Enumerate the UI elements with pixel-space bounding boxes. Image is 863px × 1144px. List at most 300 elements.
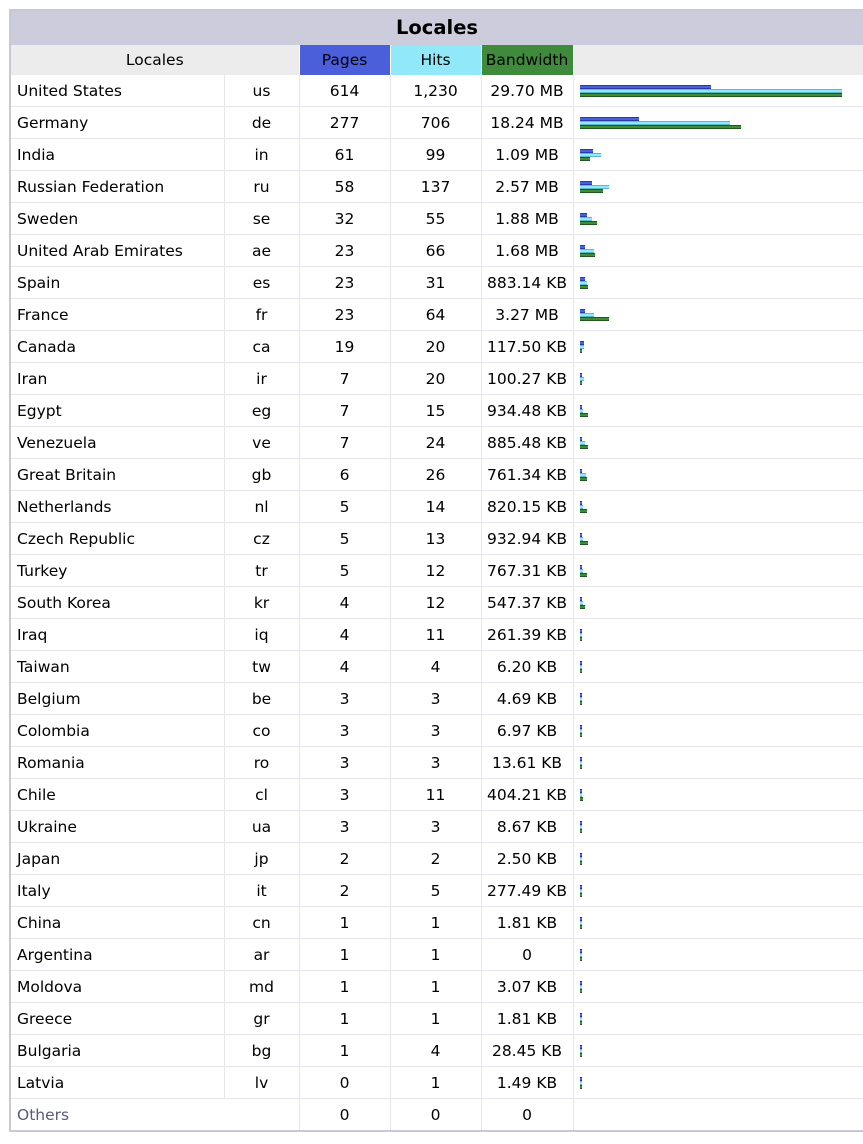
country-name: Turkey	[11, 555, 224, 587]
bar-graph	[573, 299, 863, 331]
bar-graph	[573, 1003, 863, 1035]
locales-rows	[11, 75, 863, 1130]
others-pages: 0	[299, 1099, 390, 1131]
bar-group	[580, 949, 863, 961]
bandwidth-bar	[580, 317, 609, 321]
bar-group	[580, 309, 863, 321]
country-code: it	[224, 875, 299, 907]
country-code: se	[224, 203, 299, 235]
table-header-row	[11, 45, 863, 75]
table-row	[11, 683, 863, 715]
hits-value: 66	[390, 235, 481, 267]
bar-group	[580, 757, 863, 769]
pages-value: 1	[299, 907, 390, 939]
bar-group	[580, 917, 863, 929]
bar-group	[580, 533, 863, 545]
bar-group	[580, 565, 863, 577]
country-name: Taiwan	[11, 651, 224, 683]
pages-value: 2	[299, 843, 390, 875]
others-hits: 0	[390, 1099, 481, 1131]
country-name: China	[11, 907, 224, 939]
pages-value: 58	[299, 171, 390, 203]
country-name: Japan	[11, 843, 224, 875]
bar-group	[580, 149, 863, 161]
bandwidth-value: 2.57 MB	[481, 171, 573, 203]
table-row	[11, 1003, 863, 1035]
country-code: ae	[224, 235, 299, 267]
country-name: France	[11, 299, 224, 331]
pages-value: 1	[299, 939, 390, 971]
bar-group	[580, 341, 863, 353]
bandwidth-bar	[580, 125, 741, 129]
table-row	[11, 939, 863, 971]
bandwidth-value: 28.45 KB	[481, 1035, 573, 1067]
table-row	[11, 523, 863, 555]
bar-graph	[573, 139, 863, 171]
bandwidth-value: 261.39 KB	[481, 619, 573, 651]
bar-group	[580, 277, 863, 289]
bandwidth-bar	[580, 861, 582, 865]
bar-group	[580, 789, 863, 801]
hits-value: 3	[390, 683, 481, 715]
table-row	[11, 299, 863, 331]
pages-value: 614	[299, 75, 390, 107]
bar-group	[580, 853, 863, 865]
bandwidth-bar	[580, 541, 588, 545]
table-row	[11, 651, 863, 683]
bar-graph	[573, 619, 863, 651]
country-code: nl	[224, 491, 299, 523]
bar-group	[580, 501, 863, 513]
country-name: Greece	[11, 1003, 224, 1035]
country-name: Chile	[11, 779, 224, 811]
country-name: Iraq	[11, 619, 224, 651]
bar-graph	[573, 75, 863, 107]
bandwidth-bar	[580, 253, 595, 257]
bar-graph	[573, 779, 863, 811]
table-row	[11, 1035, 863, 1067]
country-name: Sweden	[11, 203, 224, 235]
hits-value: 64	[390, 299, 481, 331]
bar-group	[580, 245, 863, 257]
hits-value: 55	[390, 203, 481, 235]
pages-value: 1	[299, 1003, 390, 1035]
pages-value: 0	[299, 1067, 390, 1099]
bandwidth-value: 934.48 KB	[481, 395, 573, 427]
country-name: Latvia	[11, 1067, 224, 1099]
bandwidth-value: 761.34 KB	[481, 459, 573, 491]
country-code: cn	[224, 907, 299, 939]
bandwidth-bar	[580, 1085, 582, 1089]
pages-value: 277	[299, 107, 390, 139]
country-code: lv	[224, 1067, 299, 1099]
hits-value: 20	[390, 331, 481, 363]
country-code: iq	[224, 619, 299, 651]
bandwidth-value: 1.81 KB	[481, 1003, 573, 1035]
bandwidth-bar	[580, 605, 585, 609]
bar-graph	[573, 427, 863, 459]
pages-value: 5	[299, 555, 390, 587]
bandwidth-value: 404.21 KB	[481, 779, 573, 811]
table-row	[11, 907, 863, 939]
bar-graph	[573, 939, 863, 971]
hits-value: 1	[390, 939, 481, 971]
table-row	[11, 715, 863, 747]
bar-group	[580, 725, 863, 737]
bar-graph	[573, 971, 863, 1003]
header-pages[interactable]: Pages	[299, 45, 390, 75]
pages-value: 23	[299, 235, 390, 267]
table-row	[11, 139, 863, 171]
table-row	[11, 267, 863, 299]
country-code: ir	[224, 363, 299, 395]
country-code: fr	[224, 299, 299, 331]
bar-group	[580, 597, 863, 609]
bar-graph	[573, 651, 863, 683]
bar-graph	[573, 747, 863, 779]
bar-graph	[573, 555, 863, 587]
country-code: tw	[224, 651, 299, 683]
bar-graph	[573, 1067, 863, 1099]
bandwidth-bar	[580, 477, 587, 481]
country-code: gr	[224, 1003, 299, 1035]
country-name: Netherlands	[11, 491, 224, 523]
table-row	[11, 1067, 863, 1099]
country-name: South Korea	[11, 587, 224, 619]
bar-graph	[573, 811, 863, 843]
hits-value: 12	[390, 587, 481, 619]
hits-value: 1	[390, 1067, 481, 1099]
hits-value: 12	[390, 555, 481, 587]
hits-value: 4	[390, 1035, 481, 1067]
pages-value: 1	[299, 1035, 390, 1067]
country-name: Germany	[11, 107, 224, 139]
bar-graph	[573, 683, 863, 715]
table-row	[11, 747, 863, 779]
bandwidth-bar	[580, 381, 582, 385]
hits-value: 1	[390, 1003, 481, 1035]
bar-graph	[573, 395, 863, 427]
hits-value: 5	[390, 875, 481, 907]
country-name: Spain	[11, 267, 224, 299]
bandwidth-value: 2.50 KB	[481, 843, 573, 875]
bandwidth-value: 547.37 KB	[481, 587, 573, 619]
hits-value: 15	[390, 395, 481, 427]
country-name: Ukraine	[11, 811, 224, 843]
bandwidth-bar	[580, 829, 582, 833]
table-row	[11, 363, 863, 395]
table-row	[11, 875, 863, 907]
bar-graph	[573, 459, 863, 491]
bar-graph	[573, 587, 863, 619]
country-code: co	[224, 715, 299, 747]
bandwidth-bar	[580, 669, 582, 673]
bandwidth-bar	[580, 797, 583, 801]
country-code: us	[224, 75, 299, 107]
table-row	[11, 203, 863, 235]
country-code: tr	[224, 555, 299, 587]
bandwidth-value: 767.31 KB	[481, 555, 573, 587]
bandwidth-value: 18.24 MB	[481, 107, 573, 139]
country-code: cl	[224, 779, 299, 811]
bar-graph	[573, 491, 863, 523]
bar-group	[580, 1045, 863, 1057]
hits-value: 2	[390, 843, 481, 875]
bar-graph	[573, 107, 863, 139]
country-name: Russian Federation	[11, 171, 224, 203]
table-row	[11, 811, 863, 843]
bandwidth-bar	[580, 189, 603, 193]
bar-graph	[573, 267, 863, 299]
bandwidth-bar	[580, 893, 582, 897]
pages-value: 23	[299, 267, 390, 299]
bar-group	[580, 117, 863, 129]
bar-graph	[573, 235, 863, 267]
table-row	[11, 427, 863, 459]
bandwidth-bar	[580, 957, 582, 961]
country-code: gb	[224, 459, 299, 491]
country-code: es	[224, 267, 299, 299]
bandwidth-value: 1.68 MB	[481, 235, 573, 267]
hits-value: 14	[390, 491, 481, 523]
bandwidth-value: 4.69 KB	[481, 683, 573, 715]
bandwidth-value: 0	[481, 939, 573, 971]
country-code: ua	[224, 811, 299, 843]
country-name: Colombia	[11, 715, 224, 747]
bandwidth-value: 3.07 KB	[481, 971, 573, 1003]
bandwidth-value: 277.49 KB	[481, 875, 573, 907]
bandwidth-bar	[580, 733, 582, 737]
bandwidth-value: 820.15 KB	[481, 491, 573, 523]
bandwidth-bar	[580, 637, 582, 641]
country-name: Bulgaria	[11, 1035, 224, 1067]
table-row	[11, 779, 863, 811]
hits-value: 11	[390, 619, 481, 651]
bar-graph	[573, 363, 863, 395]
country-name: Argentina	[11, 939, 224, 971]
country-code: kr	[224, 587, 299, 619]
bar-group	[580, 1013, 863, 1025]
bandwidth-bar	[580, 413, 588, 417]
bandwidth-bar	[580, 93, 842, 97]
pages-value: 1	[299, 971, 390, 1003]
bandwidth-bar	[580, 1021, 582, 1025]
bandwidth-value: 3.27 MB	[481, 299, 573, 331]
bandwidth-bar	[580, 445, 588, 449]
bar-group	[580, 981, 863, 993]
table-row	[11, 75, 863, 107]
bandwidth-value: 29.70 MB	[481, 75, 573, 107]
pages-value: 5	[299, 491, 390, 523]
panel-title: Locales	[11, 11, 863, 45]
header-hits[interactable]: Hits	[390, 45, 481, 75]
pages-value: 7	[299, 427, 390, 459]
bar-graph	[573, 1035, 863, 1067]
bar-graph	[573, 331, 863, 363]
pages-value: 3	[299, 715, 390, 747]
country-name: Moldova	[11, 971, 224, 1003]
country-code: cz	[224, 523, 299, 555]
pages-value: 5	[299, 523, 390, 555]
pages-value: 3	[299, 811, 390, 843]
table-row	[11, 619, 863, 651]
hits-value: 3	[390, 715, 481, 747]
table-row	[11, 843, 863, 875]
country-code: in	[224, 139, 299, 171]
hits-value: 13	[390, 523, 481, 555]
hits-value: 3	[390, 811, 481, 843]
country-code: jp	[224, 843, 299, 875]
pages-value: 4	[299, 619, 390, 651]
country-name: United States	[11, 75, 224, 107]
hits-value: 137	[390, 171, 481, 203]
others-bandwidth: 0	[481, 1099, 573, 1131]
table-row	[11, 171, 863, 203]
bar-group	[580, 693, 863, 705]
country-name: India	[11, 139, 224, 171]
bar-graph	[573, 875, 863, 907]
bandwidth-value: 883.14 KB	[481, 267, 573, 299]
bandwidth-bar	[580, 989, 582, 993]
hits-value: 1	[390, 907, 481, 939]
bandwidth-bar	[580, 221, 597, 225]
country-name: Venezuela	[11, 427, 224, 459]
country-code: ar	[224, 939, 299, 971]
bandwidth-value: 8.67 KB	[481, 811, 573, 843]
hits-value: 20	[390, 363, 481, 395]
table-row	[11, 491, 863, 523]
country-name: Iran	[11, 363, 224, 395]
table-row	[11, 587, 863, 619]
bandwidth-value: 1.49 KB	[481, 1067, 573, 1099]
header-locales[interactable]: Locales	[11, 45, 299, 75]
table-row	[11, 971, 863, 1003]
country-code: eg	[224, 395, 299, 427]
table-row	[11, 107, 863, 139]
bar-group	[580, 213, 863, 225]
country-name: United Arab Emirates	[11, 235, 224, 267]
bar-graph	[573, 523, 863, 555]
country-name: Canada	[11, 331, 224, 363]
pages-value: 4	[299, 587, 390, 619]
country-name: Italy	[11, 875, 224, 907]
hits-value: 1	[390, 971, 481, 1003]
bar-graph	[573, 203, 863, 235]
others-graph	[573, 1099, 863, 1131]
country-code: de	[224, 107, 299, 139]
country-code: ve	[224, 427, 299, 459]
table-row	[11, 235, 863, 267]
country-code: ro	[224, 747, 299, 779]
bar-group	[580, 885, 863, 897]
bar-group	[580, 469, 863, 481]
header-graph	[573, 45, 863, 75]
bandwidth-value: 100.27 KB	[481, 363, 573, 395]
pages-value: 3	[299, 779, 390, 811]
bandwidth-bar	[580, 349, 582, 353]
country-code: ru	[224, 171, 299, 203]
pages-value: 7	[299, 363, 390, 395]
bandwidth-value: 1.88 MB	[481, 203, 573, 235]
pages-value: 7	[299, 395, 390, 427]
bar-group	[580, 437, 863, 449]
bandwidth-value: 117.50 KB	[481, 331, 573, 363]
bandwidth-bar	[580, 573, 587, 577]
pages-value: 6	[299, 459, 390, 491]
hits-value: 1,230	[390, 75, 481, 107]
bar-group	[580, 661, 863, 673]
hits-value: 99	[390, 139, 481, 171]
bar-graph	[573, 715, 863, 747]
bandwidth-bar	[580, 765, 582, 769]
others-label[interactable]: Others	[11, 1099, 299, 1131]
country-code: bg	[224, 1035, 299, 1067]
bandwidth-value: 932.94 KB	[481, 523, 573, 555]
header-bandwidth[interactable]: Bandwidth	[481, 45, 573, 75]
pages-value: 61	[299, 139, 390, 171]
bar-graph	[573, 171, 863, 203]
hits-value: 11	[390, 779, 481, 811]
bandwidth-bar	[580, 925, 582, 929]
pages-value: 19	[299, 331, 390, 363]
pages-value: 3	[299, 747, 390, 779]
hits-value: 706	[390, 107, 481, 139]
others-row	[11, 1099, 863, 1131]
locales-table	[11, 45, 863, 1130]
country-name: Czech Republic	[11, 523, 224, 555]
bar-group	[580, 821, 863, 833]
bar-group	[580, 181, 863, 193]
bar-group	[580, 85, 863, 97]
bandwidth-bar	[580, 701, 582, 705]
bar-group	[580, 373, 863, 385]
pages-value: 4	[299, 651, 390, 683]
hits-value: 31	[390, 267, 481, 299]
pages-value: 32	[299, 203, 390, 235]
bandwidth-value: 1.81 KB	[481, 907, 573, 939]
bar-graph	[573, 843, 863, 875]
hits-value: 26	[390, 459, 481, 491]
bandwidth-bar	[580, 285, 588, 289]
country-name: Egypt	[11, 395, 224, 427]
pages-value: 2	[299, 875, 390, 907]
table-row	[11, 459, 863, 491]
country-name: Romania	[11, 747, 224, 779]
bandwidth-value: 13.61 KB	[481, 747, 573, 779]
bandwidth-value: 1.09 MB	[481, 139, 573, 171]
country-name: Belgium	[11, 683, 224, 715]
bar-group	[580, 405, 863, 417]
table-row	[11, 331, 863, 363]
bar-group	[580, 1077, 863, 1089]
country-code: be	[224, 683, 299, 715]
hits-value: 24	[390, 427, 481, 459]
pages-value: 23	[299, 299, 390, 331]
country-name: Great Britain	[11, 459, 224, 491]
pages-value: 3	[299, 683, 390, 715]
country-code: ca	[224, 331, 299, 363]
bar-graph	[573, 907, 863, 939]
bandwidth-value: 885.48 KB	[481, 427, 573, 459]
bandwidth-value: 6.97 KB	[481, 715, 573, 747]
table-row	[11, 395, 863, 427]
country-code: md	[224, 971, 299, 1003]
hits-value: 4	[390, 651, 481, 683]
bandwidth-bar	[580, 157, 590, 161]
bandwidth-bar	[580, 1053, 582, 1057]
table-row	[11, 555, 863, 587]
hits-value: 3	[390, 747, 481, 779]
